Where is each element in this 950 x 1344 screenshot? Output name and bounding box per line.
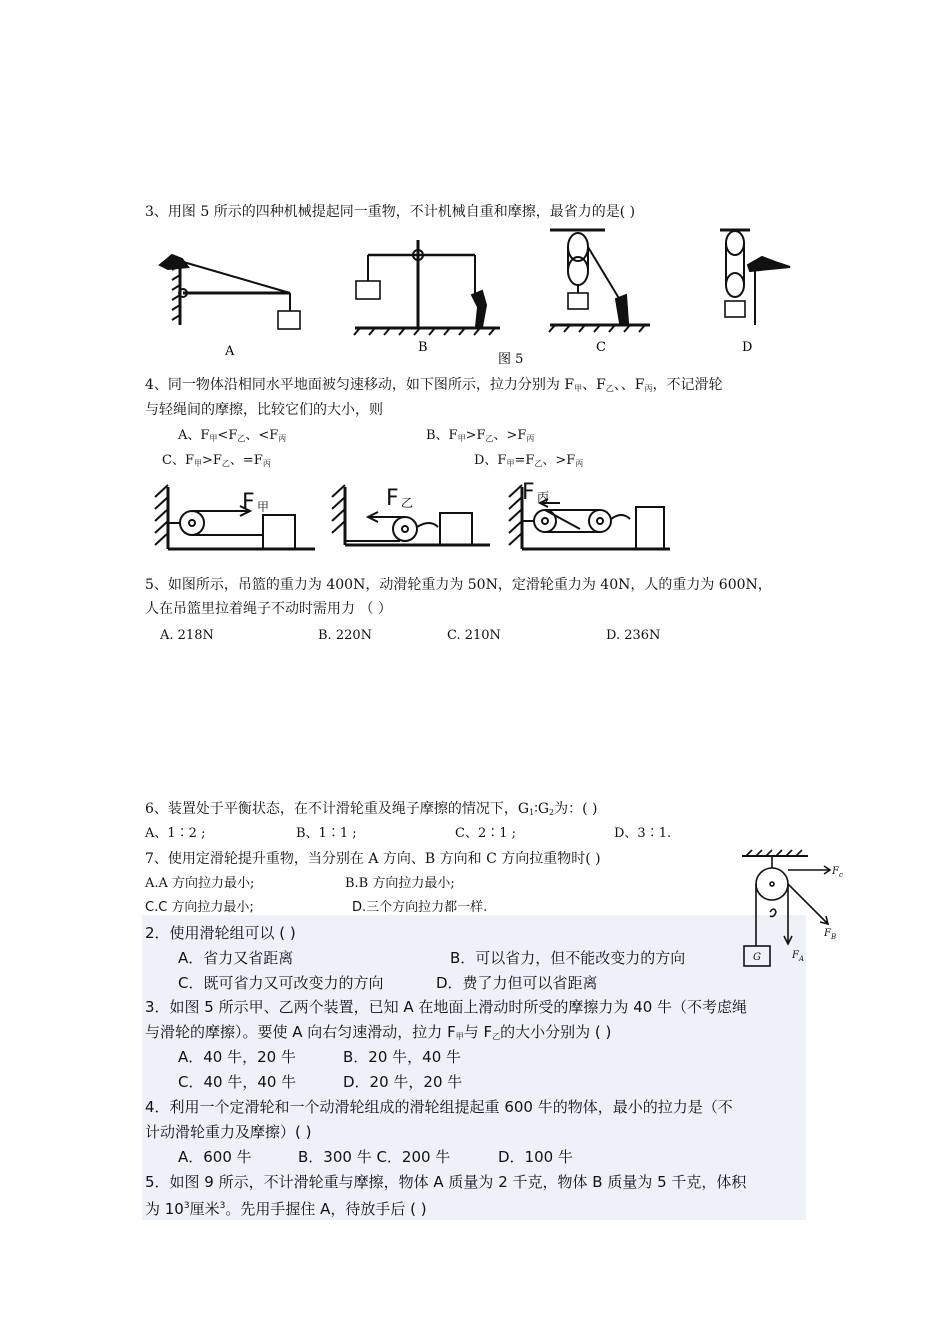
p2-q3-option-a: A．40 牛，20 牛 [178,1048,296,1066]
fa-label: F [792,950,799,961]
q5-option-b: B. 220N [318,628,373,643]
fc-sub: c [839,871,843,879]
q6-option-b: B、1∶1 ; [296,826,357,841]
q4-text-line1: 4、同一物体沿相同水平地面被匀速移动，如下图所示，拉力分别为 $F_甲$、$F_乙$、、$F_丙$，不记滑轮 [145,377,723,393]
q7-option-a: A.A 方向拉力最小; [145,876,255,891]
p2-q3-line2: 与滑轮的摩擦）。要使 A 向右匀速滑动，拉力 $F_甲$与 $F_乙$的大小分别为 ( ) [145,1023,612,1041]
q5-text-line2: 人在吊篮里拉着绳子不动时需用力 （ ） [145,601,392,617]
p2-q5-line2: 为 $10^3$厘米$^3$。先用手握住 A，待放手后 ( ) [145,1200,427,1218]
q6-option-a: A、1∶2 ; [145,826,206,841]
q6-text: 6、装置处于平衡状态，在不计滑轮重及绳子摩擦的情况下，$G_1∶G_2$为：( ) [145,801,598,817]
figure-caption: 图 5 [498,352,524,365]
q4-force-labels [242,480,549,515]
q4-figure [150,477,670,557]
figure-b-balance [354,240,500,335]
label-b: B [418,340,428,355]
q7-text: 7、使用定滑轮提升重物，当分别在 A 方向、B 方向和 C 方向拉重物时( ) [145,851,601,867]
q7-option-c: C.C 方向拉力最小; [145,900,254,915]
figure-c-pulley-block [549,230,650,332]
q7-fig-labels [753,866,843,963]
p2-q4-option-a: A．600 牛 [178,1148,252,1166]
q5-option-a: A. 218N [160,628,214,643]
p2-q4-line2: 计动滑轮重力及摩擦）( ) [145,1123,312,1141]
p2-q3-option-c: C．40 牛，40 牛 [178,1073,297,1091]
figure-d-pulley [720,230,790,325]
p2-q3-line1: 3．如图 5 所示甲、乙两个装置，已知 A 在地面上滑动时所受的摩擦力为 40 牛（不考虑绳 [145,998,748,1016]
p2-q4-option-bc: B．300 牛 C．200 牛 [298,1148,451,1166]
q3-figure [150,225,800,365]
force-label-jia: F [242,490,255,515]
q4-option-b: B、$F_甲>F_乙$、$>F_丙$ [426,428,535,443]
figure-jia [155,485,315,549]
p2-q3-option-b: B．20 牛，40 牛 [343,1048,462,1066]
force-sub-jia: 甲 [257,500,270,514]
q5-text-line1: 5、如图所示，吊篮的重力为 400N，动滑轮重力为 50N，定滑轮重力为 40N，人的重力为 600N， [145,577,772,593]
fa-sub: A [799,955,805,963]
force-sub-yi: 乙 [401,496,414,510]
force-sub-bing: 丙 [537,490,550,504]
p2-q3-option-d: D．20 牛，20 牛 [343,1073,463,1091]
q6-option-d: D、3∶1. [614,826,672,841]
p2-q2-option-a: A．省力又省距离 [178,949,294,967]
label-d: D [742,340,753,355]
q4-option-c: C、$F_甲>F_乙$、$=F_丙$ [162,453,271,468]
fc-label: F [832,866,839,877]
p2-q2: 2．使用滑轮组可以 ( ) [145,924,296,942]
label-a: A [225,344,235,359]
figure-labels [224,340,752,365]
p2-q2-option-b: B．可以省力，但不能改变力的方向 [450,949,686,967]
label-c: C [596,340,606,355]
fb-sub: B [831,933,837,941]
q7-option-b: B.B 方向拉力最小; [345,876,455,891]
q4-text-line2: 与轻绳间的摩擦，比较它们的大小，则 [145,402,383,418]
q4-option-a: A、$F_甲<F_乙$、$<F_丙$ [178,428,287,443]
p2-q4-option-d: D．100 牛 [498,1148,573,1166]
q5-option-c: C. 210N [447,628,501,643]
p2-q2-option-d: D．费了力但可以省距离 [436,974,598,992]
g-label: G [753,952,761,963]
q4-option-d: D、$F_甲=F_乙$、$>F_丙$ [474,453,584,468]
figure-yi [332,485,490,545]
p2-q4-line1: 4．利用一个定滑轮和一个动滑轮组成的滑轮组提起重 600 牛的物体，最小的拉力是（不 [145,1098,733,1116]
p2-q5-line1: 5．如图 9 所示，不计滑轮重与摩擦，物体 A 质量为 2 千克，物体 B 质量为 5 千克，体积 [145,1173,747,1191]
fb-label: F [824,928,831,939]
force-label-yi: F [386,486,399,511]
figure-a-lever [160,255,300,329]
q6-option-c: C、2∶1 ; [455,826,517,841]
force-label-bing: F [522,480,535,505]
p2-q2-option-c: C．既可省力又可改变力的方向 [178,974,384,992]
q7-option-d: D.三个方向拉力都一样. [352,900,488,915]
q7-figure [738,848,848,973]
q3-text: 3、用图 5 所示的四种机械提起同一重物，不计机械自重和摩擦，最省力的是( ) [145,204,636,220]
q5-option-d: D. 236N [606,628,661,643]
